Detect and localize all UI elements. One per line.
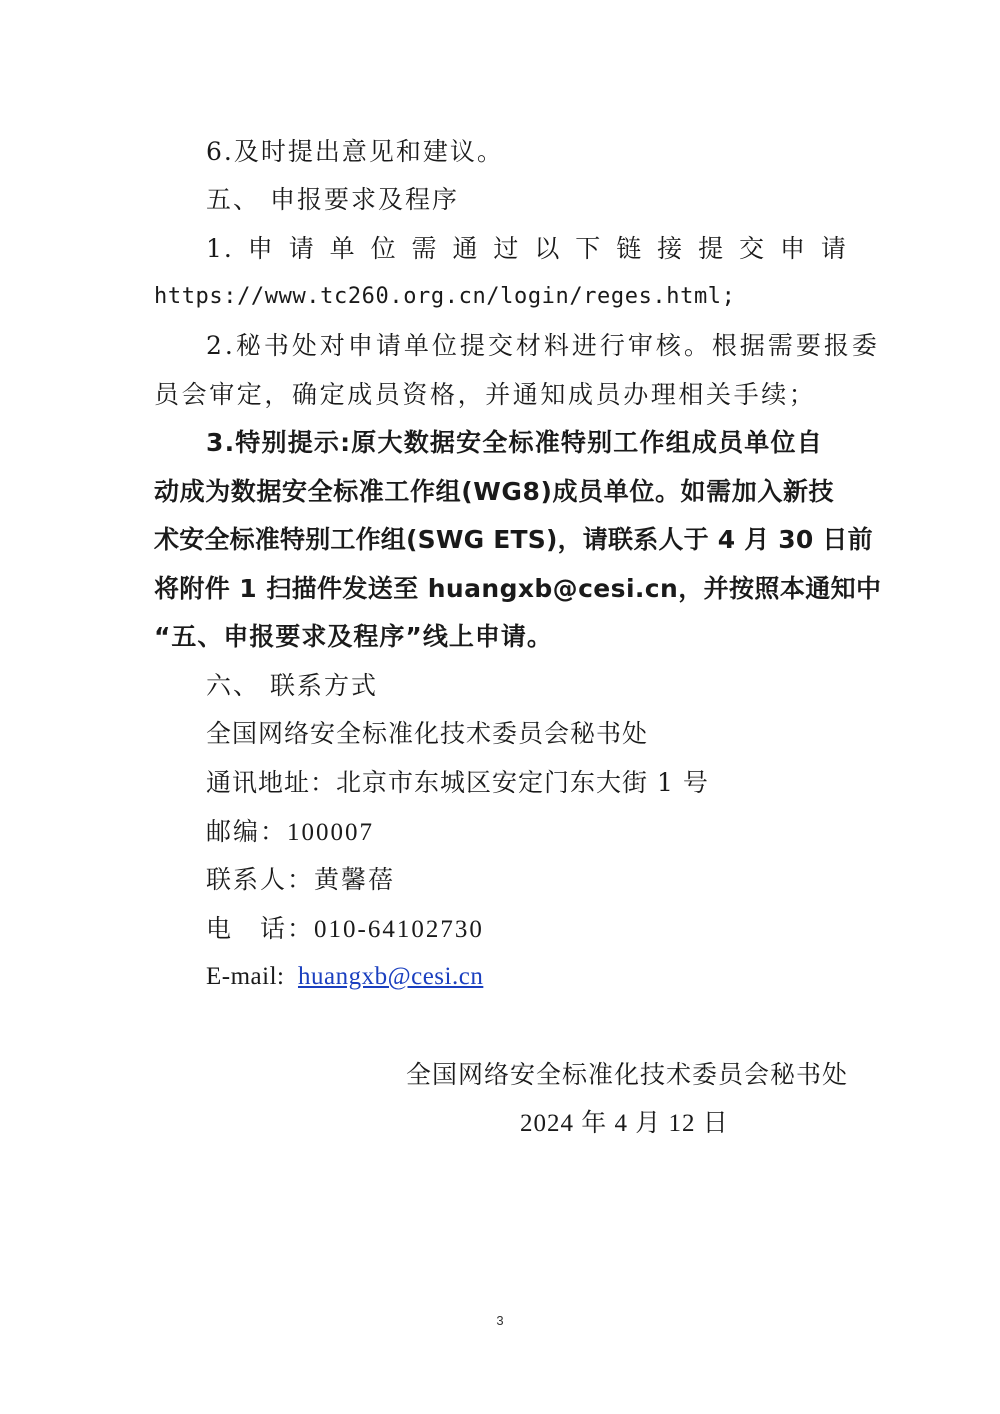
section-5-heading: 五、 申报要求及程序	[206, 185, 459, 214]
step-1-char: 过	[493, 234, 521, 263]
step-2-line-1: 2.秘书处对申请单位提交材料进行审核。根据需要报委	[206, 331, 880, 360]
contact-email	[206, 961, 848, 993]
phone-label: 电 话：	[206, 914, 315, 943]
step-1-url: https://www.tc260.org.cn/login/reges.html;	[154, 284, 736, 309]
step-1-char: 提	[698, 234, 726, 263]
step-1-char: 通	[452, 234, 480, 263]
step-1-char: 请	[288, 234, 316, 263]
phone-value: 010-64102730	[314, 916, 484, 943]
person-value: 黄馨蓓	[314, 865, 396, 894]
contact-person	[206, 864, 848, 896]
address-value: 北京市东城区安定门东大街 1 号	[336, 768, 709, 797]
signature-org: 全国网络安全标准化技术委员会秘书处	[405, 1060, 848, 1089]
step-3-line-5: “五、申报要求及程序”线上申请。	[154, 622, 553, 651]
step-1-char: 以	[534, 234, 562, 263]
step-1-char: 单	[329, 234, 357, 263]
section-6-heading: 六、 联系方式	[206, 671, 378, 700]
contact-address	[206, 767, 848, 799]
step-1-char: 链	[616, 234, 644, 263]
page-number: 3	[496, 1313, 504, 1328]
step-1-line	[206, 233, 848, 265]
step-2-line-2: 员会审定，确定成员资格，并通知成员办理相关手续；	[154, 380, 817, 409]
email-label: E-mail:	[206, 963, 285, 990]
address-label: 通讯地址：	[206, 768, 337, 797]
contact-phone	[206, 913, 848, 946]
step-1-char: 位	[370, 234, 398, 263]
person-label: 联系人：	[206, 865, 315, 894]
step-1-char: 接	[657, 234, 685, 263]
step-1-char: 下	[575, 234, 603, 263]
step-1-char: 1.	[206, 234, 234, 263]
step-3-line-1: 3.特别提示:原大数据安全标准特别工作组成员单位自	[206, 428, 823, 457]
step-3-line-3: 术安全标准特别工作组(SWG ETS)，请联系人于 4 月 30 日前	[154, 525, 873, 554]
contact-org: 全国网络安全标准化技术委员会秘书处	[206, 719, 649, 748]
step-3-line-4: 将附件 1 扫描件发送至 huangxb@cesi.cn，并按照本通知中	[154, 574, 882, 603]
step-1-char: 需	[411, 234, 439, 263]
email-link[interactable]: huangxb@cesi.cn	[297, 963, 484, 990]
contact-postcode	[206, 816, 848, 849]
signature-date: 2024 年 4 月 12 日	[520, 1110, 729, 1137]
step-1-char: 请	[820, 234, 848, 263]
step-1-char: 交	[739, 234, 767, 263]
postcode-label: 邮编：	[206, 817, 288, 846]
step-1-char: 申	[247, 234, 275, 263]
item-6: 6.及时提出意见和建议。	[206, 137, 504, 166]
step-3-line-2: 动成为数据安全标准工作组(WG8)成员单位。如需加入新技	[154, 477, 835, 506]
step-1-char: 申	[779, 234, 807, 263]
postcode-value: 100007	[287, 819, 375, 846]
